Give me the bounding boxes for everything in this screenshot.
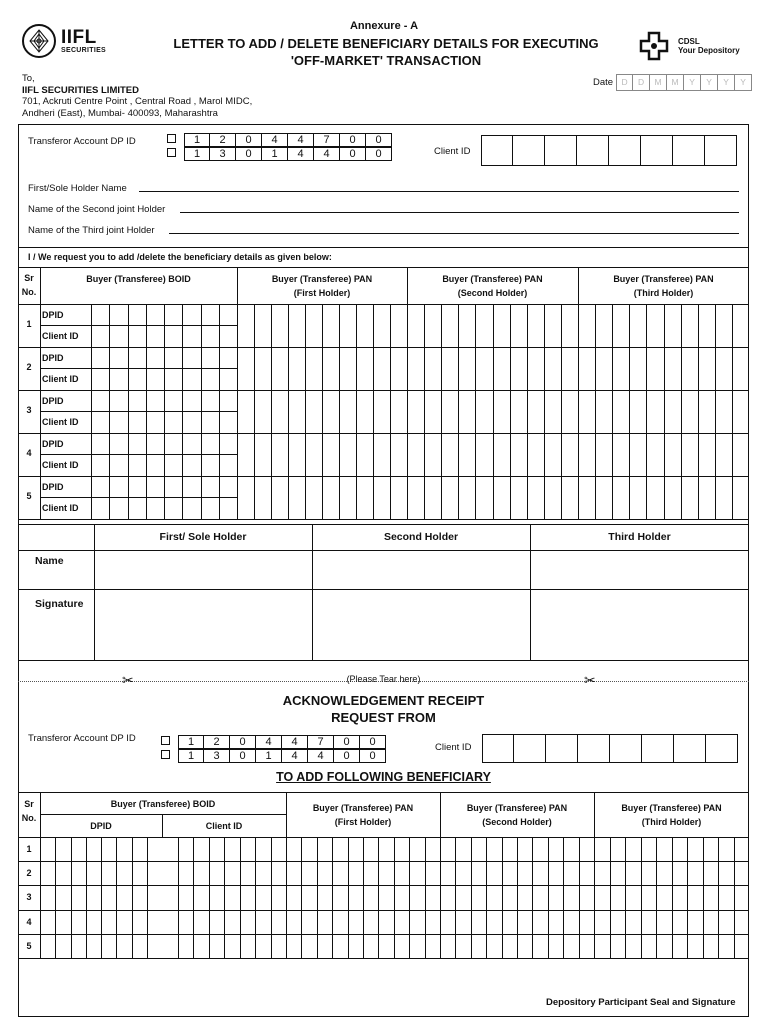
client-id-label: Client ID <box>42 503 79 513</box>
seal-label: Depository Participant Seal and Signature <box>546 997 736 1008</box>
dpid-digit: 4 <box>256 735 282 749</box>
divider <box>18 837 749 838</box>
scissors-icon: ✂ <box>122 672 134 688</box>
grid-line <box>55 837 56 958</box>
row-number: 2 <box>26 362 32 372</box>
grid-line <box>455 837 456 958</box>
dpid-label: DPID <box>42 482 64 492</box>
grid-line <box>101 837 102 958</box>
grid-line <box>502 837 503 958</box>
divider <box>40 411 237 412</box>
ack-add-title: TO ADD FOLLOWING BENEFICIARY <box>276 770 491 784</box>
dpid-row <box>161 735 386 749</box>
dpid-row <box>167 133 392 147</box>
page-title: LETTER TO ADD / DELETE BENEFICIARY DETAILS FOR EXECUTING 'OFF-MARKET' TRANSACTION <box>173 36 599 68</box>
grid-line <box>527 304 528 519</box>
date-cell[interactable]: Y <box>718 74 735 91</box>
date-cell[interactable]: M <box>650 74 667 91</box>
grid-line <box>182 304 183 519</box>
grid-line <box>664 304 665 519</box>
grid-line <box>703 837 704 958</box>
grid-line <box>681 304 682 519</box>
grid-line <box>548 837 549 958</box>
annexure-label: Annexure - A <box>349 20 419 32</box>
divider <box>40 325 237 326</box>
grid-line <box>339 304 340 519</box>
ack-subtitle: REQUEST FROM <box>331 710 436 725</box>
grid-line <box>390 304 391 519</box>
grid-line <box>612 304 613 519</box>
ack-col-boid: Buyer (Transferee) BOID <box>110 799 216 809</box>
dpid-digit: 0 <box>340 147 366 161</box>
grid-line <box>641 837 642 958</box>
date-field[interactable] <box>593 74 752 91</box>
dpid-label: DPID <box>42 439 64 449</box>
grid-line <box>164 304 165 519</box>
grid-line <box>128 304 129 519</box>
ack-client-id-input[interactable] <box>482 734 738 763</box>
scissors-icon: ✂ <box>584 672 596 688</box>
date-cell[interactable]: M <box>667 74 684 91</box>
divider <box>18 792 749 793</box>
col-pan-first: Buyer (Transferee) PAN (First Holder) <box>271 274 373 298</box>
grid-line <box>610 837 611 958</box>
grid-line <box>301 837 302 958</box>
dpid-digit: 2 <box>204 735 230 749</box>
row-number: 5 <box>26 491 32 501</box>
divider <box>18 861 749 862</box>
grid-line <box>510 304 511 519</box>
grid-line <box>629 304 630 519</box>
ack-row-number: 3 <box>26 892 32 903</box>
dpid-digit: 1 <box>256 749 282 763</box>
grid-line <box>672 837 673 958</box>
grid-line <box>332 837 333 958</box>
grid-line <box>471 837 472 958</box>
dpid-digit: 0 <box>366 147 392 161</box>
dpid-checkbox[interactable] <box>167 134 176 143</box>
dpid-digit: 0 <box>360 735 386 749</box>
col-pan-second: Buyer (Transferee) PAN (Second Holder) <box>442 274 543 298</box>
client-id-label: Client ID <box>42 331 79 341</box>
grid-line <box>356 304 357 519</box>
grid-line <box>475 304 476 519</box>
dpid-digit: 4 <box>288 147 314 161</box>
divider <box>18 267 749 268</box>
dpid-label: DPID <box>42 396 64 406</box>
grid-line <box>625 837 626 958</box>
grid-line <box>348 837 349 958</box>
grid-line <box>271 837 272 958</box>
dpid-digit: 0 <box>334 749 360 763</box>
grid-line <box>394 837 395 958</box>
divider <box>18 910 749 911</box>
dpid-row <box>161 749 386 763</box>
grid-line <box>224 837 225 958</box>
dpid-digit: 4 <box>262 133 288 147</box>
first-holder-input[interactable] <box>139 191 739 192</box>
client-id-label: Client ID <box>42 460 79 470</box>
dpid-row <box>167 147 392 161</box>
client-id-input[interactable] <box>481 135 737 166</box>
grid-line <box>656 837 657 958</box>
grid-line <box>322 304 323 519</box>
address-block: To, IIFL SECURITIES LIMITED 701, Ackruti Centre Point , Central Road , Marol MIDC, Andheri (East), Mumbai- 400093, Maharashtra <box>22 73 253 119</box>
grid-line <box>240 837 241 958</box>
dpid-digit: 0 <box>334 735 360 749</box>
grid-line <box>373 304 374 519</box>
divider <box>18 519 749 520</box>
dpid-digit: 0 <box>230 749 256 763</box>
divider <box>18 934 749 935</box>
grid-line <box>517 837 518 958</box>
dpid-digit: 7 <box>314 133 340 147</box>
dpid-digit: 2 <box>210 133 236 147</box>
ack-row-number: 1 <box>26 844 32 854</box>
dpid-digit: 0 <box>236 133 262 147</box>
grid-line <box>458 304 459 519</box>
grid-line <box>378 837 379 958</box>
divider <box>18 247 749 248</box>
divider <box>94 524 95 660</box>
cdsl-cross-icon <box>636 30 672 62</box>
dpid-digit: 1 <box>262 147 288 161</box>
col-boid: Buyer (Transferee) BOID <box>86 274 191 284</box>
row-number: 4 <box>26 448 32 458</box>
grid-line <box>146 304 147 519</box>
row-number: 3 <box>26 405 32 415</box>
grid-line <box>255 837 256 958</box>
grid-line <box>288 304 289 519</box>
dpid-digit: 4 <box>308 749 334 763</box>
divider <box>18 958 749 959</box>
dpid-digit: 0 <box>340 133 366 147</box>
divider <box>40 454 237 455</box>
grid-line <box>493 304 494 519</box>
ack-title: ACKNOWLEDGEMENT RECEIPT <box>282 693 485 708</box>
third-holder-input[interactable] <box>169 233 739 234</box>
tear-text: (Please Tear here) <box>346 674 421 684</box>
ack-dpid-label: Transferor Account DP ID <box>28 733 136 744</box>
divider <box>18 550 749 551</box>
client-id-label: Client ID <box>42 417 79 427</box>
dpid-digit: 1 <box>184 147 210 161</box>
dpid-digit: 0 <box>366 133 392 147</box>
date-label: Date <box>593 77 614 88</box>
divider <box>18 885 749 886</box>
grid-line <box>201 304 202 519</box>
dpid-digit: 7 <box>308 735 334 749</box>
grid-line <box>734 837 735 958</box>
name-row-label: Name <box>35 555 64 567</box>
grid-line <box>532 837 533 958</box>
request-text: I / We request you to add /delete the beneficiary details as given below: <box>28 252 332 262</box>
grid-line <box>254 304 255 519</box>
dpid-digit: 1 <box>178 749 204 763</box>
ack-col-pan-second: Buyer (Transferee) PAN (Second Holder) <box>466 803 568 827</box>
cdsl-logo: CDSL Your Depository <box>636 30 740 62</box>
divider <box>40 368 237 369</box>
dpid-digit: 4 <box>282 749 308 763</box>
dpid-checkbox[interactable] <box>167 148 176 157</box>
grid-line <box>486 837 487 958</box>
grid-line <box>147 837 148 958</box>
divider <box>530 524 531 660</box>
grid-line <box>687 837 688 958</box>
dpid-digit: 0 <box>360 749 386 763</box>
grid-line <box>646 304 647 519</box>
dpid-digit: 4 <box>314 147 340 161</box>
grid-line <box>563 837 564 958</box>
date-cell[interactable]: Y <box>701 74 718 91</box>
grid-line <box>91 304 92 519</box>
grid-line <box>425 837 426 958</box>
grid-line <box>595 304 596 519</box>
signature-row-label: Signature <box>35 598 84 610</box>
grid-line <box>409 837 410 958</box>
sig-col-first: First/ Sole Holder <box>159 531 247 543</box>
divider <box>18 660 749 661</box>
grid-line <box>271 304 272 519</box>
dpid-digit: 4 <box>282 735 308 749</box>
dpid-digit: 1 <box>178 735 204 749</box>
col-pan-third: Buyer (Transferee) PAN (Third Holder) <box>613 274 714 298</box>
grid-line <box>132 837 133 958</box>
date-cell[interactable]: D <box>616 74 633 91</box>
grid-line <box>544 304 545 519</box>
grid-line <box>424 304 425 519</box>
date-cell[interactable]: Y <box>735 74 752 91</box>
brand-sub: SECURITIES <box>61 46 107 54</box>
grid-line <box>193 837 194 958</box>
grid-line <box>109 304 110 519</box>
dpid-digit: 1 <box>184 133 210 147</box>
col-sr: Sr No. <box>21 273 37 297</box>
dpid-label: DPID <box>42 353 64 363</box>
grid-line <box>698 304 699 519</box>
client-id-label: Client ID <box>42 374 79 384</box>
brand-name: IIFL <box>61 26 97 48</box>
dpid-digit: 3 <box>204 749 230 763</box>
divider <box>40 497 237 498</box>
dpid-label: DPID <box>42 310 64 320</box>
ack-client-id-label: Client ID <box>435 742 472 753</box>
dpid-digit: 0 <box>236 147 262 161</box>
date-cell[interactable]: Y <box>684 74 701 91</box>
row-number: 1 <box>26 319 32 329</box>
grid-line <box>363 837 364 958</box>
grid-line <box>561 304 562 519</box>
divider <box>18 524 749 525</box>
sig-col-third: Third Holder <box>608 531 671 543</box>
grid-line <box>317 837 318 958</box>
grid-line <box>178 837 179 958</box>
grid-line <box>715 304 716 519</box>
ack-row-number: 4 <box>26 916 32 927</box>
grid-line <box>219 304 220 519</box>
dpid-checkbox[interactable] <box>161 736 170 745</box>
grid-line <box>718 837 719 958</box>
grid-line <box>732 304 733 519</box>
dpid-checkbox[interactable] <box>161 750 170 759</box>
grid-line <box>441 304 442 519</box>
divider <box>18 589 749 590</box>
grid-line <box>86 837 87 958</box>
divider <box>40 814 286 815</box>
grid-line <box>305 304 306 519</box>
grid-line <box>579 837 580 958</box>
ack-col-pan-third: Buyer (Transferee) PAN (Third Holder) <box>621 803 722 827</box>
first-holder-label: First/Sole Holder Name <box>28 183 127 194</box>
grid-line <box>209 837 210 958</box>
ack-col-dpid: DPID <box>90 821 112 831</box>
ack-row-number: 2 <box>26 868 32 879</box>
ack-row-number: 5 <box>26 940 32 951</box>
third-holder-label: Name of the Third joint Holder <box>28 225 155 236</box>
dpid-digit: 0 <box>230 735 256 749</box>
second-holder-label: Name of the Second joint Holder <box>28 204 166 215</box>
ack-col-client: Client ID <box>205 821 243 831</box>
dpid-digit: 3 <box>210 147 236 161</box>
client-id-label: Client ID <box>434 146 471 157</box>
ack-col-pan-first: Buyer (Transferee) PAN (First Holder) <box>312 803 414 827</box>
ack-col-sr: Sr No. <box>21 799 37 823</box>
dpid-digit: 4 <box>288 133 314 147</box>
sig-col-second: Second Holder <box>383 531 459 543</box>
grid-line <box>116 837 117 958</box>
divider <box>312 524 313 660</box>
date-cell[interactable]: D <box>633 74 650 91</box>
second-holder-input[interactable] <box>180 212 739 213</box>
grid-line <box>71 837 72 958</box>
transferor-dpid-label: Transferor Account DP ID <box>28 136 136 147</box>
